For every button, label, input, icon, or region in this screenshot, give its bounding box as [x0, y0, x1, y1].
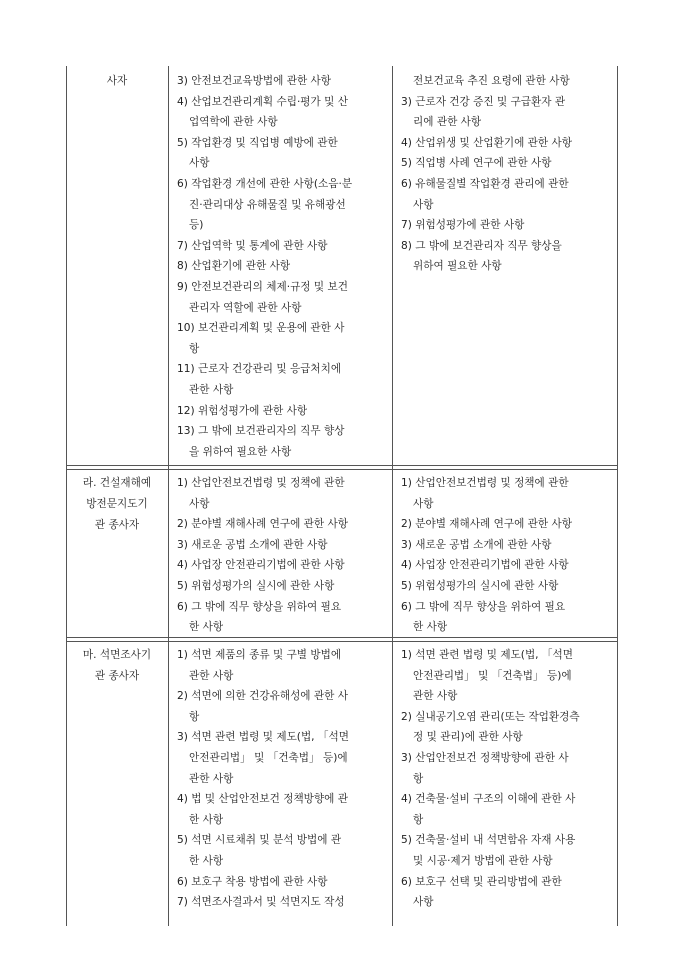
- row-category: [66, 473, 168, 536]
- list-item: [177, 359, 387, 400]
- list-item: [401, 215, 611, 236]
- list-item: [177, 555, 387, 576]
- list-item: [177, 277, 387, 318]
- row-col1-cell: [177, 645, 387, 913]
- category-line: 사자: [106, 75, 128, 87]
- item-line: 안전관리법」 및 「건축법」 등)에: [413, 669, 572, 682]
- item-line: 8) 산업환기에 관한 사항: [177, 260, 291, 273]
- item-line: 8) 그 밖에 보건관리자 직무 향상을: [401, 239, 562, 252]
- row-col2-cell: [401, 71, 611, 277]
- item-line: 3) 새로운 공법 소개에 관한 사항: [401, 538, 552, 551]
- item-line: 3) 새로운 공법 소개에 관한 사항: [177, 538, 328, 551]
- item-line: 6) 보호구 착용 방법에 관한 사항: [177, 875, 328, 888]
- list-item: [177, 473, 387, 514]
- list-item: [177, 535, 387, 556]
- item-line: 3) 근로자 건강 증진 및 구급환자 관: [401, 95, 566, 108]
- list-item: [401, 555, 611, 576]
- item-line: 정 및 관리)에 관한 사항: [413, 731, 523, 744]
- item-line: 1) 산업안전보건법령 및 정책에 관한: [401, 477, 569, 489]
- list-item: [401, 71, 611, 92]
- item-line: 항: [189, 710, 200, 723]
- item-line: 5) 직업병 사례 연구에 관한 사항: [401, 157, 552, 170]
- list-item: [401, 153, 611, 174]
- item-line: 7) 위험성평가에 관한 사항: [401, 219, 525, 232]
- list-item: [401, 514, 611, 535]
- item-line: 6) 그 밖에 직무 향상을 위하여 필요: [177, 600, 342, 613]
- list-item: [177, 872, 387, 893]
- item-line: 1) 석면 관련 법령 및 제도(법, 「석면: [401, 649, 573, 661]
- item-line: 13) 그 밖에 보건관리자의 직무 향상: [177, 425, 345, 438]
- list-item: [177, 892, 387, 913]
- item-line: 전보건교육 추진 요령에 관한 사항: [413, 75, 570, 87]
- item-line: 6) 그 밖에 직무 향상을 위하여 필요: [401, 600, 566, 613]
- category-line: 마. 석면조사기: [82, 649, 152, 661]
- item-line: 항: [413, 772, 424, 785]
- list-item: [177, 789, 387, 830]
- row-separator-1: [66, 465, 618, 470]
- list-item: [401, 473, 611, 514]
- item-line: 사항: [413, 896, 434, 909]
- item-line: 9) 안전보건관리의 체제·규정 및 보건: [177, 280, 348, 293]
- row-col2-cell: [401, 473, 611, 638]
- list-item: [401, 748, 611, 789]
- item-line: 11) 근로자 건강관리 및 응급처치에: [177, 363, 342, 376]
- category-line: 라. 건설재해예: [82, 477, 152, 489]
- item-line: 항: [189, 342, 200, 355]
- list-item: [177, 727, 387, 789]
- item-line: 4) 산업위생 및 산업환기에 관한 사항: [401, 136, 572, 149]
- item-line: 등): [189, 219, 204, 232]
- row-separator-2: [66, 637, 618, 642]
- item-line: 사항: [413, 497, 434, 510]
- item-line: 업역학에 관한 사항: [189, 116, 278, 129]
- item-line: 을 위하여 필요한 사항: [189, 445, 292, 458]
- list-item: [177, 71, 387, 92]
- list-item: [177, 514, 387, 535]
- category-line: 관 종사자: [94, 519, 140, 531]
- row-category: [66, 71, 168, 92]
- item-line: 12) 위험성평가에 관한 사항: [177, 404, 308, 417]
- category-line: 관 종사자: [94, 670, 140, 682]
- item-line: 7) 산업역학 및 통계에 관한 사항: [177, 239, 328, 252]
- item-line: 관한 사항: [189, 669, 234, 682]
- item-line: 3) 안전보건교육방법에 관한 사항: [177, 75, 332, 87]
- list-item: [401, 133, 611, 154]
- item-line: 5) 석면 시료채취 및 분석 방법에 관: [177, 834, 342, 847]
- item-line: 한 사항: [413, 621, 448, 634]
- item-line: 7) 석면조사결과서 및 석면지도 작성: [177, 896, 345, 909]
- item-line: 한 사항: [189, 854, 224, 867]
- item-line: 3) 산업안전보건 정책방향에 관한 사: [401, 751, 569, 764]
- list-item: [401, 789, 611, 830]
- list-item: [177, 133, 387, 174]
- item-line: 2) 실내공기오염 관리(또는 작업환경측: [401, 710, 580, 723]
- list-item: [177, 421, 387, 462]
- list-item: [177, 576, 387, 597]
- item-line: 5) 작업환경 및 직업병 예방에 관한: [177, 136, 338, 149]
- item-line: 관한 사항: [413, 690, 458, 703]
- item-line: 2) 분야별 재해사례 연구에 관한 사항: [177, 518, 348, 531]
- list-item: [177, 174, 387, 236]
- item-line: 리에 관한 사항: [413, 116, 482, 129]
- list-item: [401, 236, 611, 277]
- item-line: 5) 건축물·설비 내 석면함유 자재 사용: [401, 834, 576, 847]
- list-item: [401, 597, 611, 638]
- item-line: 사항: [189, 157, 210, 170]
- list-item: [177, 318, 387, 359]
- item-line: 4) 법 및 산업안전보건 정책방향에 관: [177, 793, 348, 806]
- item-line: 한 사항: [189, 621, 224, 634]
- item-line: 한 사항: [189, 813, 224, 826]
- item-line: 및 시공·제거 방법에 관한 사항: [413, 854, 553, 867]
- list-item: [401, 830, 611, 871]
- row-col2-cell: [401, 645, 611, 913]
- table-divider-columns: [392, 66, 393, 926]
- list-item: [177, 92, 387, 133]
- list-item: [401, 92, 611, 133]
- table-border-right: [617, 66, 618, 926]
- row-col1-cell: [177, 71, 387, 462]
- list-item: [177, 830, 387, 871]
- item-line: 사항: [413, 198, 434, 211]
- item-line: 관한 사항: [189, 383, 234, 396]
- item-line: 6) 유해물질별 작업환경 관리에 관한: [401, 177, 569, 190]
- item-line: 5) 위험성평가의 실시에 관한 사항: [401, 579, 559, 592]
- row-category: [66, 645, 168, 687]
- item-line: 사항: [189, 497, 210, 510]
- item-line: 10) 보건관리계획 및 운용에 관한 사: [177, 322, 345, 335]
- item-line: 1) 석면 제품의 종류 및 구별 방법에: [177, 649, 342, 661]
- item-line: 2) 석면에 의한 건강유해성에 관한 사: [177, 690, 348, 703]
- list-item: [177, 236, 387, 257]
- list-item: [177, 401, 387, 422]
- category-line: 방전문지도기: [86, 498, 148, 510]
- item-line: 4) 산업보건관리계획 수립·평가 및 산: [177, 95, 348, 108]
- list-item: [177, 597, 387, 638]
- row-col1-cell: [177, 473, 387, 638]
- item-line: 진·관리대상 유해물질 및 유해광선: [189, 198, 346, 211]
- item-line: 1) 산업안전보건법령 및 정책에 관한: [177, 477, 345, 489]
- list-item: [401, 707, 611, 748]
- item-line: 안전관리법」 및 「건축법」 등)에: [189, 751, 348, 764]
- list-item: [177, 686, 387, 727]
- item-line: 4) 사업장 안전관리기법에 관한 사항: [401, 559, 569, 572]
- item-line: 5) 위험성평가의 실시에 관한 사항: [177, 579, 335, 592]
- item-line: 4) 사업장 안전관리기법에 관한 사항: [177, 559, 345, 572]
- list-item: [177, 645, 387, 686]
- item-line: 관리자 역할에 관한 사항: [189, 301, 302, 314]
- list-item: [401, 645, 611, 707]
- item-line: 항: [413, 813, 424, 826]
- list-item: [401, 872, 611, 913]
- table-divider-category: [168, 66, 169, 926]
- item-line: 6) 보호구 선택 및 관리방법에 관한: [401, 875, 562, 888]
- item-line: 위하여 필요한 사항: [413, 260, 502, 273]
- list-item: [401, 576, 611, 597]
- list-item: [401, 174, 611, 215]
- list-item: [177, 256, 387, 277]
- item-line: 관한 사항: [189, 772, 234, 785]
- item-line: 4) 건축물·설비 구조의 이해에 관한 사: [401, 793, 576, 806]
- list-item: [401, 535, 611, 556]
- item-line: 3) 석면 관련 법령 및 제도(법, 「석면: [177, 731, 349, 744]
- item-line: 6) 작업환경 개선에 관한 사항(소음·분: [177, 177, 353, 190]
- item-line: 2) 분야별 재해사례 연구에 관한 사항: [401, 518, 572, 531]
